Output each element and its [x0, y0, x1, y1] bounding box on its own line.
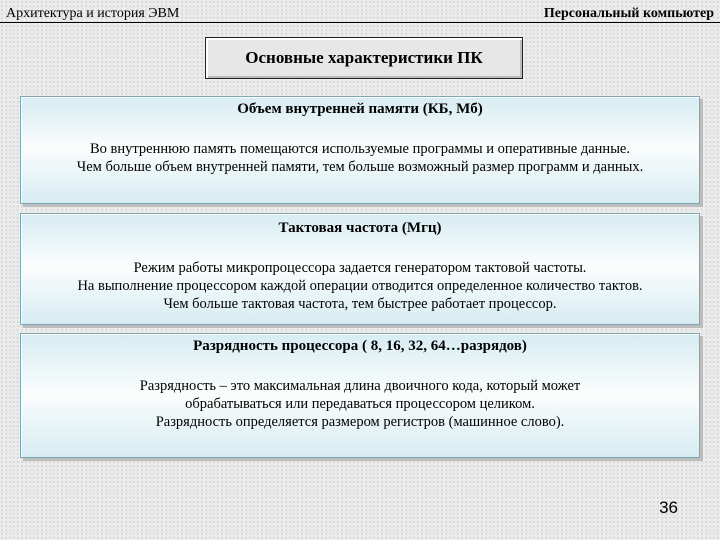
section-body — [21, 377, 699, 431]
memory-section — [20, 96, 700, 204]
topic-title: Персональный компьютер — [543, 6, 714, 21]
clock-frequency-section — [20, 213, 700, 325]
section-line: Чем больше объем внутренней памяти, тем больше возможный размер программ и данных. — [76, 159, 644, 175]
section-heading: Разрядность процессора ( 8, 16, 32, 64…разрядов) — [193, 338, 527, 354]
section-body — [21, 259, 699, 313]
section-line: На выполнение процессором каждой операции отводится определенное количество тактов. — [77, 278, 643, 294]
slide-number: 36 — [659, 498, 678, 517]
section-heading: Тактовая частота (Мгц) — [278, 220, 442, 236]
bit-width-section — [20, 333, 700, 458]
section-line: Во внутреннюю память помещаются используемые программы и оперативные данные. — [89, 141, 630, 157]
header-divider — [0, 22, 720, 23]
course-title: Архитектура и история ЭВМ — [6, 6, 180, 21]
slide-title: Основные характеристики ПК — [205, 37, 523, 79]
section-line: Режим работы микропроцессора задается генератором тактовой частоты. — [133, 260, 587, 276]
section-line: Чем больше тактовая частота, тем быстрее работает процессор. — [163, 296, 557, 312]
section-line: Разрядность – это максимальная длина двоичного кода, который может — [139, 378, 581, 394]
section-line: обрабатываться или передаваться процессором целиком. — [185, 396, 535, 412]
section-heading: Объем внутренней памяти (КБ, Мб) — [237, 101, 483, 117]
section-line: Разрядность определяется размером регистров (машинное слово). — [155, 414, 565, 430]
section-body — [21, 140, 699, 176]
